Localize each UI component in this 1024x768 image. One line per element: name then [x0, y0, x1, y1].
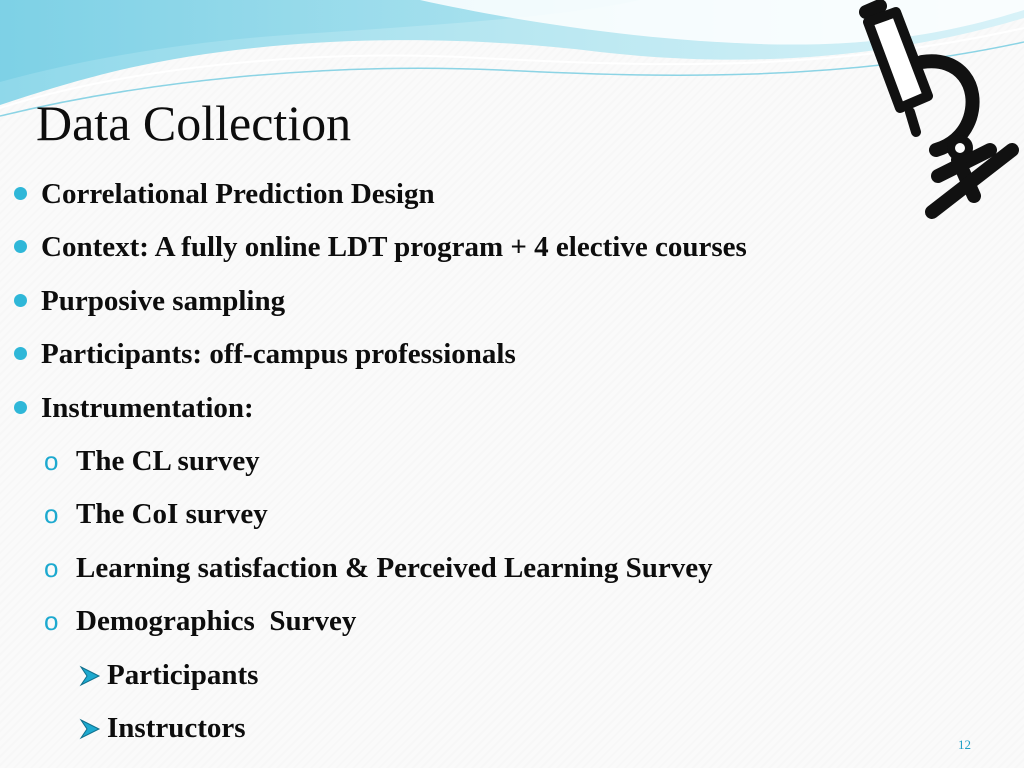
teal-dot-icon: [14, 347, 27, 360]
sub-bullet-item: [0, 488, 1000, 541]
sub-bullet-item: [0, 542, 1000, 595]
bullet-text: Instructors: [107, 711, 246, 744]
bullet-text: The CoI survey: [76, 498, 268, 531]
sub-sub-bullet-item: [0, 649, 1000, 702]
hollow-circle-icon: o: [44, 552, 59, 583]
teal-dot-icon: [14, 401, 27, 414]
hollow-circle-icon: o: [44, 606, 59, 637]
bullet-item: [0, 275, 1000, 328]
sub-bullet-item: [0, 435, 1000, 488]
teal-dot-icon: [14, 240, 27, 253]
hollow-circle-icon: o: [44, 499, 59, 530]
sub-bullet-item: [0, 595, 1000, 648]
arrowhead-icon: [78, 664, 102, 688]
slide-title: Data Collection: [36, 95, 352, 151]
bullet-text: Participants: [107, 658, 259, 691]
page-number: 12: [958, 737, 971, 752]
teal-dot-icon: [14, 187, 27, 200]
bullet-text: Learning satisfaction & Perceived Learning Survey: [76, 551, 713, 584]
hollow-circle-icon: o: [44, 445, 59, 476]
bullet-item: [0, 328, 1000, 381]
bullet-text: Context: A fully online LDT program + 4 elective courses: [41, 231, 747, 264]
teal-dot-icon: [14, 294, 27, 307]
bullet-item: [0, 382, 1000, 435]
arrowhead-icon: [78, 717, 102, 741]
bullet-text: Correlational Prediction Design: [41, 178, 435, 210]
bullet-item: [0, 168, 1000, 221]
bullet-text: Participants: off-campus professionals: [41, 338, 516, 371]
bullet-text: The CL survey: [76, 444, 260, 477]
bullet-list: [0, 168, 1000, 755]
bullet-text: Instrumentation:: [41, 391, 254, 424]
sub-sub-bullet-item: [0, 702, 1000, 755]
bullet-text: Purposive sampling: [41, 284, 286, 317]
bullet-item: [0, 221, 1000, 274]
bullet-text: Demographics Survey: [76, 605, 357, 638]
